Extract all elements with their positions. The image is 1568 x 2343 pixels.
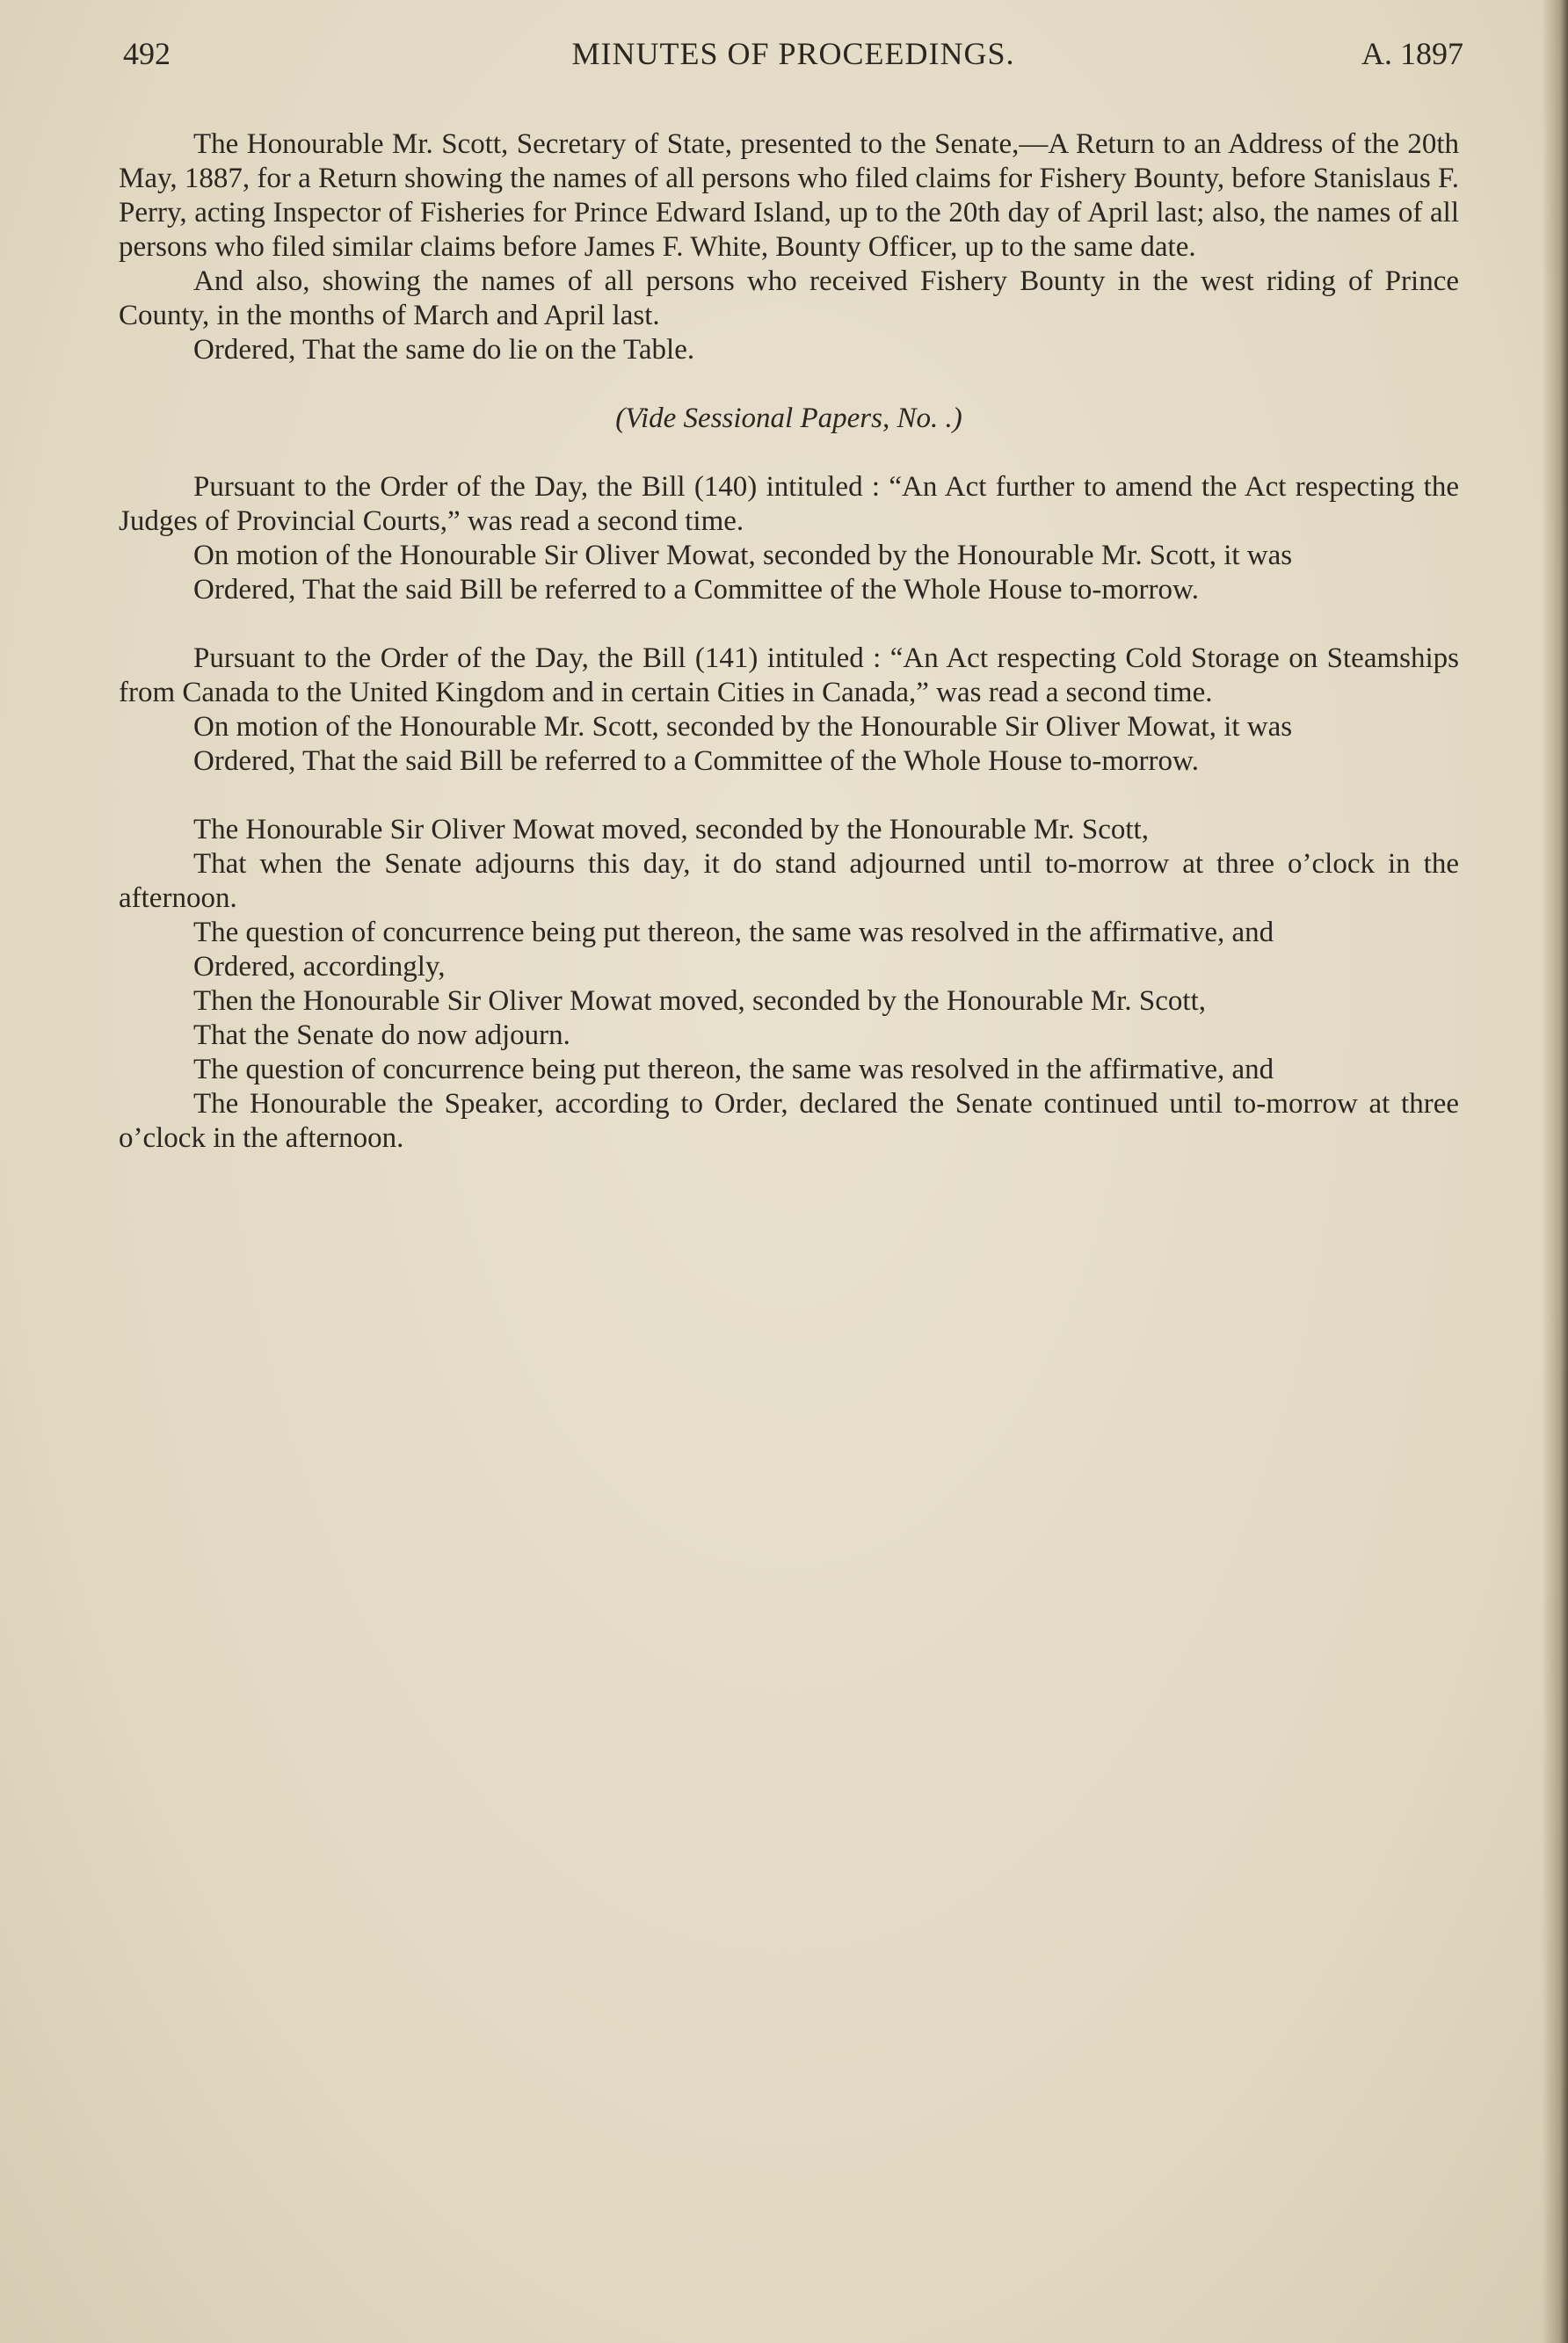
paragraph-adjourn-motion: Then the Honourable Sir Oliver Mowat moved, seconded by the Honourable Mr. Scott, bbox=[193, 985, 1207, 1017]
paragraph-return-presented: The Honourable Mr. Scott, Secretary of State, presented to the Senate,—A Return to an Address of the 20th May, 1887, for a Return showing the names of all persons who filed claims for Fishery Bounty, before Stanislaus F. Perry, acting Inspector of Fisheries for Prince Edward Island, up to the 20th day of April last; also, the names of all persons who filed similar claims before James F. White, Bounty Officer, up to the same date. bbox=[119, 128, 1459, 263]
paragraph-bill-141-second-reading: Pursuant to the Order of the Day, the Bill (141) intituled : “An Act respecting Cold Storage on Steamships from Canada to the United Kingdom and in certain Cities in Canada,” was read a second time. bbox=[119, 642, 1459, 708]
paragraph-return-continued: And also, showing the names of all persons who received Fishery Bounty in the west riding of Prince County, in the months of March and April last. bbox=[119, 265, 1459, 331]
header-year: A. 1897 bbox=[1361, 36, 1463, 71]
page-number: 492 bbox=[123, 36, 171, 71]
running-header bbox=[123, 35, 1463, 79]
paragraph-ordered-table: Ordered, That the same do lie on the Table. bbox=[193, 334, 695, 366]
paragraph-bill-140-motion: On motion of the Honourable Sir Oliver Mowat, seconded by the Honourable Mr. Scott, it was bbox=[193, 540, 1293, 571]
running-title: MINUTES OF PROCEEDINGS. bbox=[571, 36, 1015, 71]
sessional-papers-reference: (Vide Sessional Papers, No. .) bbox=[615, 403, 962, 434]
paragraph-adjournment-motion: The Honourable Sir Oliver Mowat moved, seconded by the Honourable Mr. Scott, bbox=[193, 814, 1149, 845]
paragraph-bill-141-motion: On motion of the Honourable Mr. Scott, seconded by the Honourable Sir Oliver Mowat, it was bbox=[193, 711, 1293, 743]
paragraph-adjournment-terms: That when the Senate adjourns this day, it do stand adjourned until to-morrow at three o’clock in the afternoon. bbox=[119, 848, 1459, 914]
paragraph-concurrence-1: The question of concurrence being put thereon, the same was resolved in the affirmative, and bbox=[193, 917, 1274, 948]
paragraph-adjourn-now: That the Senate do now adjourn. bbox=[193, 1019, 570, 1051]
paragraph-speaker-declared: The Honourable the Speaker, according to Order, declared the Senate continued until to-morrow at three o’clock in the afternoon. bbox=[119, 1088, 1459, 1154]
page-binding-edge bbox=[1542, 0, 1568, 2343]
minutes-body bbox=[119, 127, 1459, 1156]
paragraph-concurrence-2: The question of concurrence being put thereon, the same was resolved in the affirmative, and bbox=[193, 1054, 1274, 1085]
paragraph-bill-140-second-reading: Pursuant to the Order of the Day, the Bill (140) intituled : “An Act further to amend the Act respecting the Judges of Provincial Courts,” was read a second time. bbox=[119, 471, 1459, 537]
paragraph-ordered-accordingly: Ordered, accordingly, bbox=[193, 951, 446, 983]
paragraph-bill-141-ordered: Ordered, That the said Bill be referred to a Committee of the Whole House to-morrow. bbox=[193, 745, 1199, 777]
paragraph-bill-140-ordered: Ordered, That the said Bill be referred to a Committee of the Whole House to-morrow. bbox=[193, 574, 1199, 606]
